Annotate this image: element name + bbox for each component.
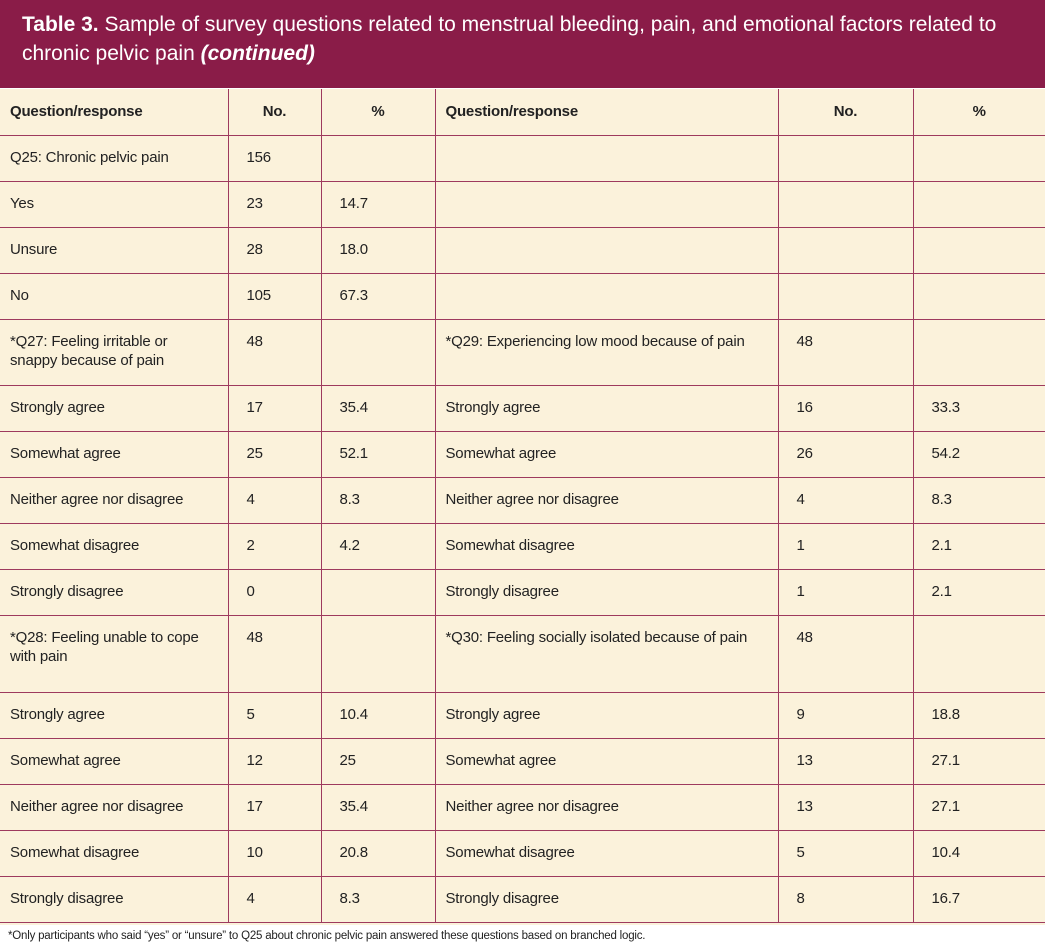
- column-header: %: [321, 89, 435, 135]
- table-row: [0, 569, 1045, 615]
- table-cell: 4: [228, 477, 321, 523]
- table-cell: Neither agree nor disagree: [435, 784, 778, 830]
- table-row: [0, 477, 1045, 523]
- table-cell: 10.4: [913, 830, 1045, 876]
- table-cell: 5: [778, 830, 913, 876]
- table-cell: 1: [778, 569, 913, 615]
- table-cell: Strongly agree: [0, 385, 228, 431]
- table-cell: 14.7: [321, 181, 435, 227]
- table-cell: 16: [778, 385, 913, 431]
- table-cell: [435, 181, 778, 227]
- table-row: [0, 273, 1045, 319]
- table-footnote: *Only participants who said “yes” or “unsure” to Q25 about chronic pelvic pain answered these questions based on branched logic.: [8, 930, 646, 942]
- continued-label: (continued): [200, 42, 315, 65]
- table-cell: Somewhat disagree: [0, 830, 228, 876]
- table-cell: 1: [778, 523, 913, 569]
- table-cell: 67.3: [321, 273, 435, 319]
- table-cell: 18.8: [913, 692, 1045, 738]
- table-cell: *Q29: Experiencing low mood because of pain: [435, 319, 778, 385]
- table-cell: Strongly agree: [435, 692, 778, 738]
- column-header: No.: [778, 89, 913, 135]
- table-cell: 48: [228, 615, 321, 692]
- table-cell: 4: [228, 876, 321, 922]
- table-cell: 8.3: [321, 477, 435, 523]
- table-cell: [913, 319, 1045, 385]
- table-cell: 25: [228, 431, 321, 477]
- table-cell: Neither agree nor disagree: [0, 477, 228, 523]
- table-cell: 8.3: [913, 477, 1045, 523]
- table-cell: Q25: Chronic pelvic pain: [0, 135, 228, 181]
- table-cell: 0: [228, 569, 321, 615]
- table-cell: 35.4: [321, 784, 435, 830]
- table-cell: 10: [228, 830, 321, 876]
- table-cell: Somewhat disagree: [0, 523, 228, 569]
- table-cell: Neither agree nor disagree: [0, 784, 228, 830]
- table-cell: [913, 227, 1045, 273]
- table-cell: 13: [778, 738, 913, 784]
- table-row: [0, 615, 1045, 692]
- table-cell: [321, 319, 435, 385]
- table-cell: *Q30: Feeling socially isolated because of pain: [435, 615, 778, 692]
- table-row: [0, 385, 1045, 431]
- table-cell: 48: [228, 319, 321, 385]
- table-cell: Strongly disagree: [0, 876, 228, 922]
- column-header: No.: [228, 89, 321, 135]
- table-cell: [778, 181, 913, 227]
- table-cell: 27.1: [913, 784, 1045, 830]
- table-cell: 26: [778, 431, 913, 477]
- survey-table-container: [0, 89, 1045, 925]
- table-cell: 2.1: [913, 569, 1045, 615]
- table-cell: 27.1: [913, 738, 1045, 784]
- table-cell: 105: [228, 273, 321, 319]
- table-cell: Strongly agree: [435, 385, 778, 431]
- table-cell: Somewhat disagree: [435, 523, 778, 569]
- table-cell: 16.7: [913, 876, 1045, 922]
- table-cell: Unsure: [0, 227, 228, 273]
- table-caption: Sample of survey questions related to menstrual bleeding, pain, and emotional factors related to chronic pelvic pain: [22, 13, 997, 65]
- table-cell: 13: [778, 784, 913, 830]
- table-cell: [778, 135, 913, 181]
- table-cell: 33.3: [913, 385, 1045, 431]
- table-cell: No: [0, 273, 228, 319]
- column-header: %: [913, 89, 1045, 135]
- table-row: [0, 431, 1045, 477]
- table-cell: Somewhat agree: [0, 431, 228, 477]
- table-cell: 9: [778, 692, 913, 738]
- table-cell: [321, 569, 435, 615]
- table-cell: 28: [228, 227, 321, 273]
- table-cell: [778, 227, 913, 273]
- table-cell: 156: [228, 135, 321, 181]
- table-cell: [913, 181, 1045, 227]
- table-title-banner: [0, 0, 1045, 88]
- table-cell: Somewhat disagree: [435, 830, 778, 876]
- table-row: [0, 319, 1045, 385]
- table-cell: 8: [778, 876, 913, 922]
- table-cell: Somewhat agree: [435, 738, 778, 784]
- table-cell: [778, 273, 913, 319]
- table-row: [0, 784, 1045, 830]
- table-cell: 25: [321, 738, 435, 784]
- column-header: Question/response: [435, 89, 778, 135]
- table-cell: Strongly disagree: [435, 569, 778, 615]
- table-cell: 4: [778, 477, 913, 523]
- table-cell: Somewhat agree: [435, 431, 778, 477]
- table-cell: 52.1: [321, 431, 435, 477]
- table-cell: Neither agree nor disagree: [435, 477, 778, 523]
- table-row: [0, 738, 1045, 784]
- table-cell: 48: [778, 615, 913, 692]
- table-cell: Yes: [0, 181, 228, 227]
- table-row: [0, 523, 1045, 569]
- table-cell: *Q28: Feeling unable to cope with pain: [0, 615, 228, 692]
- table-body: [0, 135, 1045, 922]
- table-row: [0, 181, 1045, 227]
- survey-table: [0, 89, 1045, 923]
- table-row: [0, 135, 1045, 181]
- table-cell: 18.0: [321, 227, 435, 273]
- table-cell: 5: [228, 692, 321, 738]
- table-cell: 17: [228, 784, 321, 830]
- table-cell: [913, 135, 1045, 181]
- table-cell: 2: [228, 523, 321, 569]
- table-cell: 54.2: [913, 431, 1045, 477]
- table-row: [0, 876, 1045, 922]
- table-cell: 23: [228, 181, 321, 227]
- table-cell: Somewhat agree: [0, 738, 228, 784]
- table-cell: [913, 615, 1045, 692]
- table-header-row: [0, 89, 1045, 135]
- table-cell: Strongly disagree: [435, 876, 778, 922]
- table-cell: [913, 273, 1045, 319]
- table-cell: [321, 615, 435, 692]
- table-cell: 35.4: [321, 385, 435, 431]
- table-row: [0, 830, 1045, 876]
- table-cell: Strongly agree: [0, 692, 228, 738]
- table-cell: 20.8: [321, 830, 435, 876]
- table-cell: [435, 135, 778, 181]
- table-label: Table 3.: [22, 13, 99, 36]
- table-cell: 10.4: [321, 692, 435, 738]
- table-row: [0, 227, 1045, 273]
- table-cell: 2.1: [913, 523, 1045, 569]
- column-header: Question/response: [0, 89, 228, 135]
- table-cell: [435, 227, 778, 273]
- table-cell: 12: [228, 738, 321, 784]
- table-cell: [435, 273, 778, 319]
- table-cell: Strongly disagree: [0, 569, 228, 615]
- table-cell: 8.3: [321, 876, 435, 922]
- table-cell: *Q27: Feeling irritable or snappy because of pain: [0, 319, 228, 385]
- table-row: [0, 692, 1045, 738]
- table-cell: 48: [778, 319, 913, 385]
- table-cell: 17: [228, 385, 321, 431]
- table-cell: [321, 135, 435, 181]
- table-cell: 4.2: [321, 523, 435, 569]
